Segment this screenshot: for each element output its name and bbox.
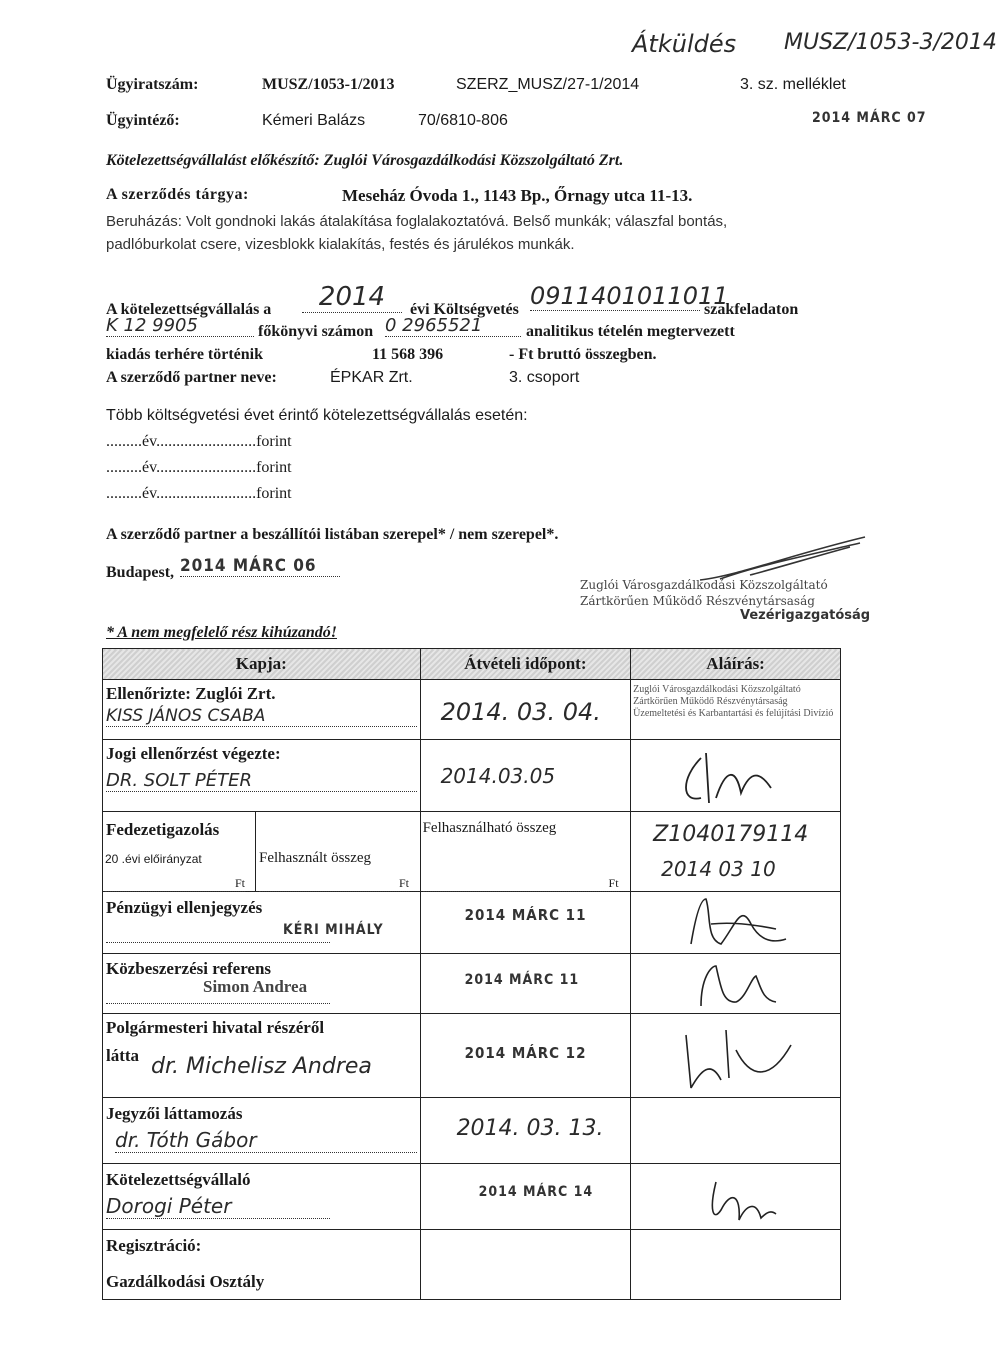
- table-row: [103, 1164, 841, 1230]
- attachment-label: 3. sz. melléklet: [740, 76, 846, 93]
- finance-date: 2014 MÁRC 11: [464, 906, 587, 924]
- table-row: [103, 740, 841, 812]
- contract-ref: SZERZ_MUSZ/27-1/2014: [456, 76, 640, 93]
- expense-label: kiadás terhére történik: [106, 346, 264, 363]
- multi-year-row-3: .........év.........................forint: [106, 485, 292, 502]
- checker-stamp: Zuglói Városgazdálkodási Közszolgáltató Zártkörűen Működő Részvénytársaság Üzemeltetési és Karbantartási és felújítási Divízió: [633, 684, 834, 719]
- budget-label: évi Költségvetés: [410, 301, 519, 318]
- received-date-stamp: 2014 MÁRC 07: [812, 110, 927, 126]
- partner-label: A szerződő partner neve:: [106, 369, 277, 386]
- file-no-label: Ügyiratszám:: [106, 76, 199, 93]
- budget-year: 2014: [302, 282, 402, 313]
- table-row: [103, 1098, 841, 1164]
- budget-ft: Ft: [105, 876, 245, 892]
- notary-name: dr. Tóth Gábor: [115, 1128, 417, 1153]
- obligor-date: 2014 MÁRC 14: [478, 1184, 594, 1200]
- supplier-note: A szerződő partner a beszállítói listában szerepel* / nem szerepel*.: [106, 526, 559, 543]
- multi-year-row-1: .........év.........................forint: [106, 433, 292, 450]
- notary-date: 2014. 03. 13.: [456, 1116, 604, 1141]
- col-header-recipient: Kapja:: [103, 649, 421, 680]
- footnote: * A nem megfelelő rész kihúzandó!: [106, 624, 337, 641]
- approval-table: [102, 648, 841, 1300]
- procurement-date: 2014 MÁRC 11: [464, 972, 580, 988]
- row-label-regisztracio: Regisztráció:: [106, 1236, 202, 1255]
- legal-name: DR. SOLT PÉTER: [106, 770, 417, 792]
- obligor-signature-icon: [701, 1170, 781, 1226]
- multi-year-row-2: .........év.........................forint: [106, 459, 292, 476]
- table-row: [103, 892, 841, 954]
- table-row: [103, 680, 841, 740]
- row-label-jogi: Jogi ellenőrzést végezte:: [106, 744, 281, 763]
- available-amount-label: Felhasználható összeg: [422, 820, 557, 836]
- coverage-code-2: 2014 03 10: [661, 857, 776, 881]
- admin-name: Kémeri Balázs: [262, 112, 366, 129]
- legal-date: 2014.03.05: [440, 764, 556, 788]
- table-row: [103, 954, 841, 1014]
- org-stamp-line-3: Vezérigazgatóság: [740, 608, 871, 623]
- file-no: MUSZ/1053-1/2013: [262, 76, 395, 93]
- admin-label: Ügyintéző:: [106, 112, 180, 129]
- row-label-kotelezettsegvallalo: Kötelezettségvállaló: [106, 1170, 251, 1189]
- obligor-name: Dorogi Péter: [106, 1194, 330, 1219]
- mayor-office-date: 2014 MÁRC 12: [464, 1044, 587, 1062]
- available-ft: Ft: [423, 876, 619, 892]
- subject-value: Meseház Óvoda 1., 1143 Bp., Őrnagy utca 11-13.: [342, 186, 693, 205]
- handwritten-ref: MUSZ/1053-3/2014: [784, 30, 997, 55]
- ledger-label: főkönyvi számon: [258, 323, 374, 340]
- row-label-ellenorizte: Ellenőrizte: Zuglói Zrt.: [106, 684, 276, 703]
- ledger-code: K 12 9905: [106, 315, 254, 337]
- multi-year-title: Több költségvetési évet érintő kötelezettségvállalás esetén:: [106, 407, 528, 424]
- commitment-label: A kötelezettségvállalás a: [106, 301, 272, 318]
- description-line-2: padlóburkolat csere, vizesblokk kialakítás, festés és járulékos munkák.: [106, 236, 575, 253]
- checker-date: 2014. 03. 04.: [440, 698, 601, 726]
- table-row: [103, 1014, 841, 1098]
- finance-name: KÉRI MIHÁLY: [283, 922, 384, 938]
- table-row: [103, 812, 841, 892]
- partner-group: 3. csoport: [509, 369, 580, 386]
- used-amount-label: Felhasznált összeg: [259, 850, 372, 866]
- row-label-polgarmesteri: Polgármesteri hivatal részéről: [106, 1018, 325, 1037]
- procurement-signature-icon: [691, 958, 781, 1010]
- partner-name: ÉPKAR Zrt.: [330, 369, 413, 386]
- budget-year-field: 20 .évi előirányzat: [105, 852, 202, 866]
- mayor-office-signature-icon: [671, 1020, 811, 1092]
- place-label: Budapest,: [106, 564, 175, 581]
- preparer-line: Kötelezettségvállalást előkészítő: Zuglói Városgazdálkodási Közszolgáltató Zrt.: [106, 152, 624, 169]
- gross-amount: 11 568 396: [372, 346, 444, 363]
- place-date-stamp: 2014 MÁRC 06: [180, 556, 340, 577]
- table-row: [103, 1230, 841, 1300]
- analytic-code: 0 2965521: [385, 315, 521, 337]
- row-label-gazdalkodasi: Gazdálkodási Osztály: [106, 1272, 265, 1291]
- used-ft: Ft: [259, 876, 409, 892]
- org-stamp-line-1: Zuglói Városgazdálkodási Közszolgáltató: [580, 578, 828, 592]
- task-label: szakfeladaton: [704, 301, 799, 318]
- mayor-office-name: dr. Michelisz Andrea: [151, 1054, 372, 1079]
- handwritten-note: Átküldés: [632, 30, 737, 58]
- amount-suffix: - Ft bruttó összegben.: [509, 346, 657, 363]
- task-code: 0911401011011: [530, 282, 729, 310]
- col-header-signature: Aláírás:: [631, 649, 841, 680]
- admin-phone: 70/6810-806: [418, 112, 508, 129]
- subject-label: A szerződés tárgya:: [106, 186, 249, 203]
- legal-signature-icon: [671, 748, 781, 808]
- coverage-code-1: Z1040179114: [653, 822, 809, 847]
- checker-name: KISS JÁNOS CSABA: [106, 706, 417, 727]
- row-label-penzugyi: Pénzügyi ellenjegyzés: [106, 898, 263, 917]
- description-line-1: Beruházás: Volt gondnoki lakás átalakítása foglalakoztatóvá. Belső munkák; válaszfal bontás,: [106, 213, 728, 230]
- row-label-jegyzoi: Jegyzői láttamozás: [106, 1104, 243, 1123]
- analytic-label: analitikus tételén megtervezett: [526, 323, 735, 340]
- row-label-fedezet: Fedezetigazolás: [106, 820, 220, 839]
- row-label-latta: látta: [106, 1046, 140, 1065]
- finance-signature-icon: [681, 894, 791, 952]
- org-stamp-line-2: Zártkörűen Működő Részvénytársaság: [580, 594, 815, 608]
- row-label-kozbeszerzes: Közbeszerzési referens: [106, 959, 272, 978]
- procurement-name: Simon Andrea: [203, 977, 308, 996]
- col-header-receipt-time: Átvételi időpont:: [420, 649, 631, 680]
